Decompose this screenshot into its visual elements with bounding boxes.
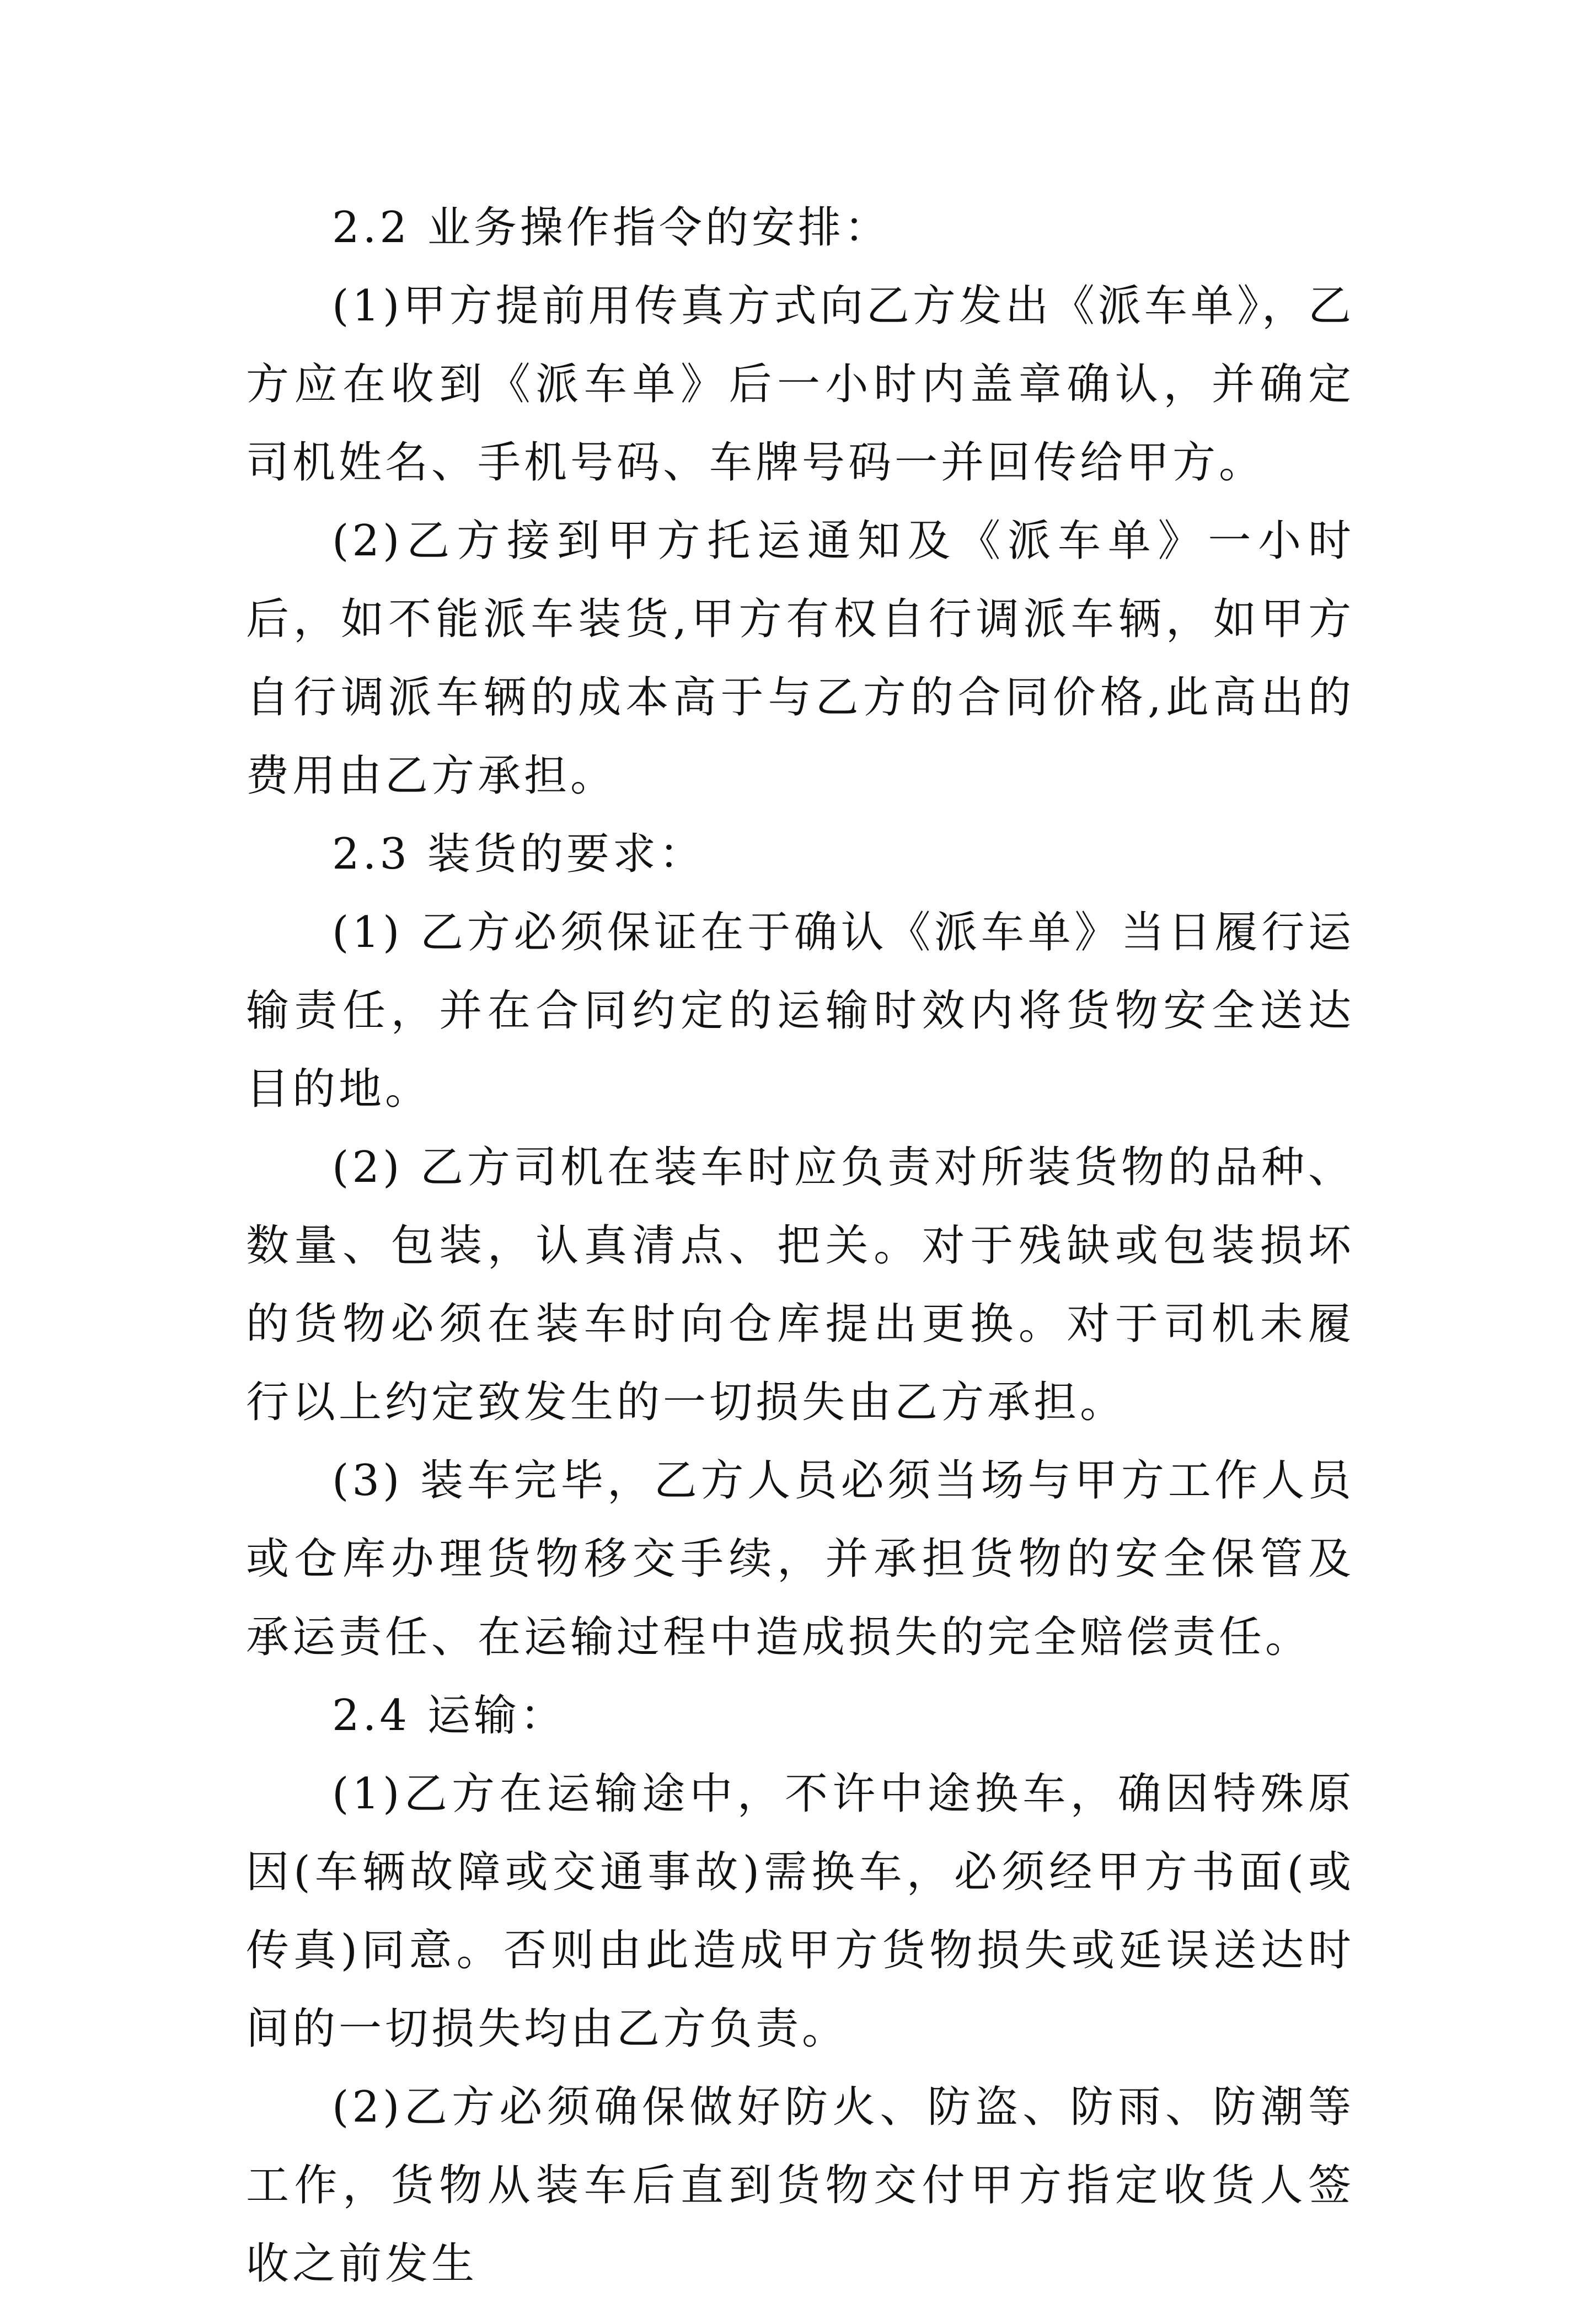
section-heading-2-4: 2.4 运输： (332, 1691, 566, 1740)
clause-2-3-3: (3) 装车完毕，乙方人员必须当场与甲方工作人员或仓库办理货物移交手续，并承担货物的安全保管及承运责任、在运输过程中造成损失的完全赔偿责任。 (246, 1456, 1354, 1662)
contract-text-block (246, 189, 1354, 2303)
clause-2-4-1: (1)乙方在运输途中，不许中途换车，确因特殊原因(车辆故障或交通事故)需换车，必须经甲方书面(或传真)同意。否则由此造成甲方货物损失或延误送达时间的一切损失均由乙方负责。 (246, 1769, 1354, 2054)
clause-2-4-2: (2)乙方必须确保做好防火、防盗、防雨、防潮等工作，货物从装车后直到货物交付甲方指定收货人签收之前发生 (246, 2082, 1354, 2289)
clause-2-3-2: (2) 乙方司机在装车时应负责对所装货物的品种、数量、包装，认真清点、把关。对于残缺或包装损坏的货物必须在装车时向仓库提出更换。对于司机未履行以上约定致发生的一切损失由乙方承担。 (246, 1143, 1354, 1427)
section-heading-2-3: 2.3 装货的要求： (332, 829, 705, 879)
clause-2-2-1: (1)甲方提前用传真方式向乙方发出《派车单》，乙方应在收到《派车单》后一小时内盖章确认，并确定司机姓名、手机号码、车牌号码一并回传给甲方。 (246, 281, 1354, 488)
section-heading-2-2: 2.2 业务操作指令的安排： (332, 203, 891, 253)
clause-2-2-2: (2)乙方接到甲方托运通知及《派车单》一小时后，如不能派车装货,甲方有权自行调派车辆，如甲方自行调派车辆的成本高于与乙方的合同价格,此高出的费用由乙方承担。 (246, 516, 1354, 801)
clause-2-3-1: (1) 乙方必须保证在于确认《派车单》当日履行运输责任，并在合同约定的运输时效内将货物安全送达目的地。 (246, 908, 1354, 1114)
